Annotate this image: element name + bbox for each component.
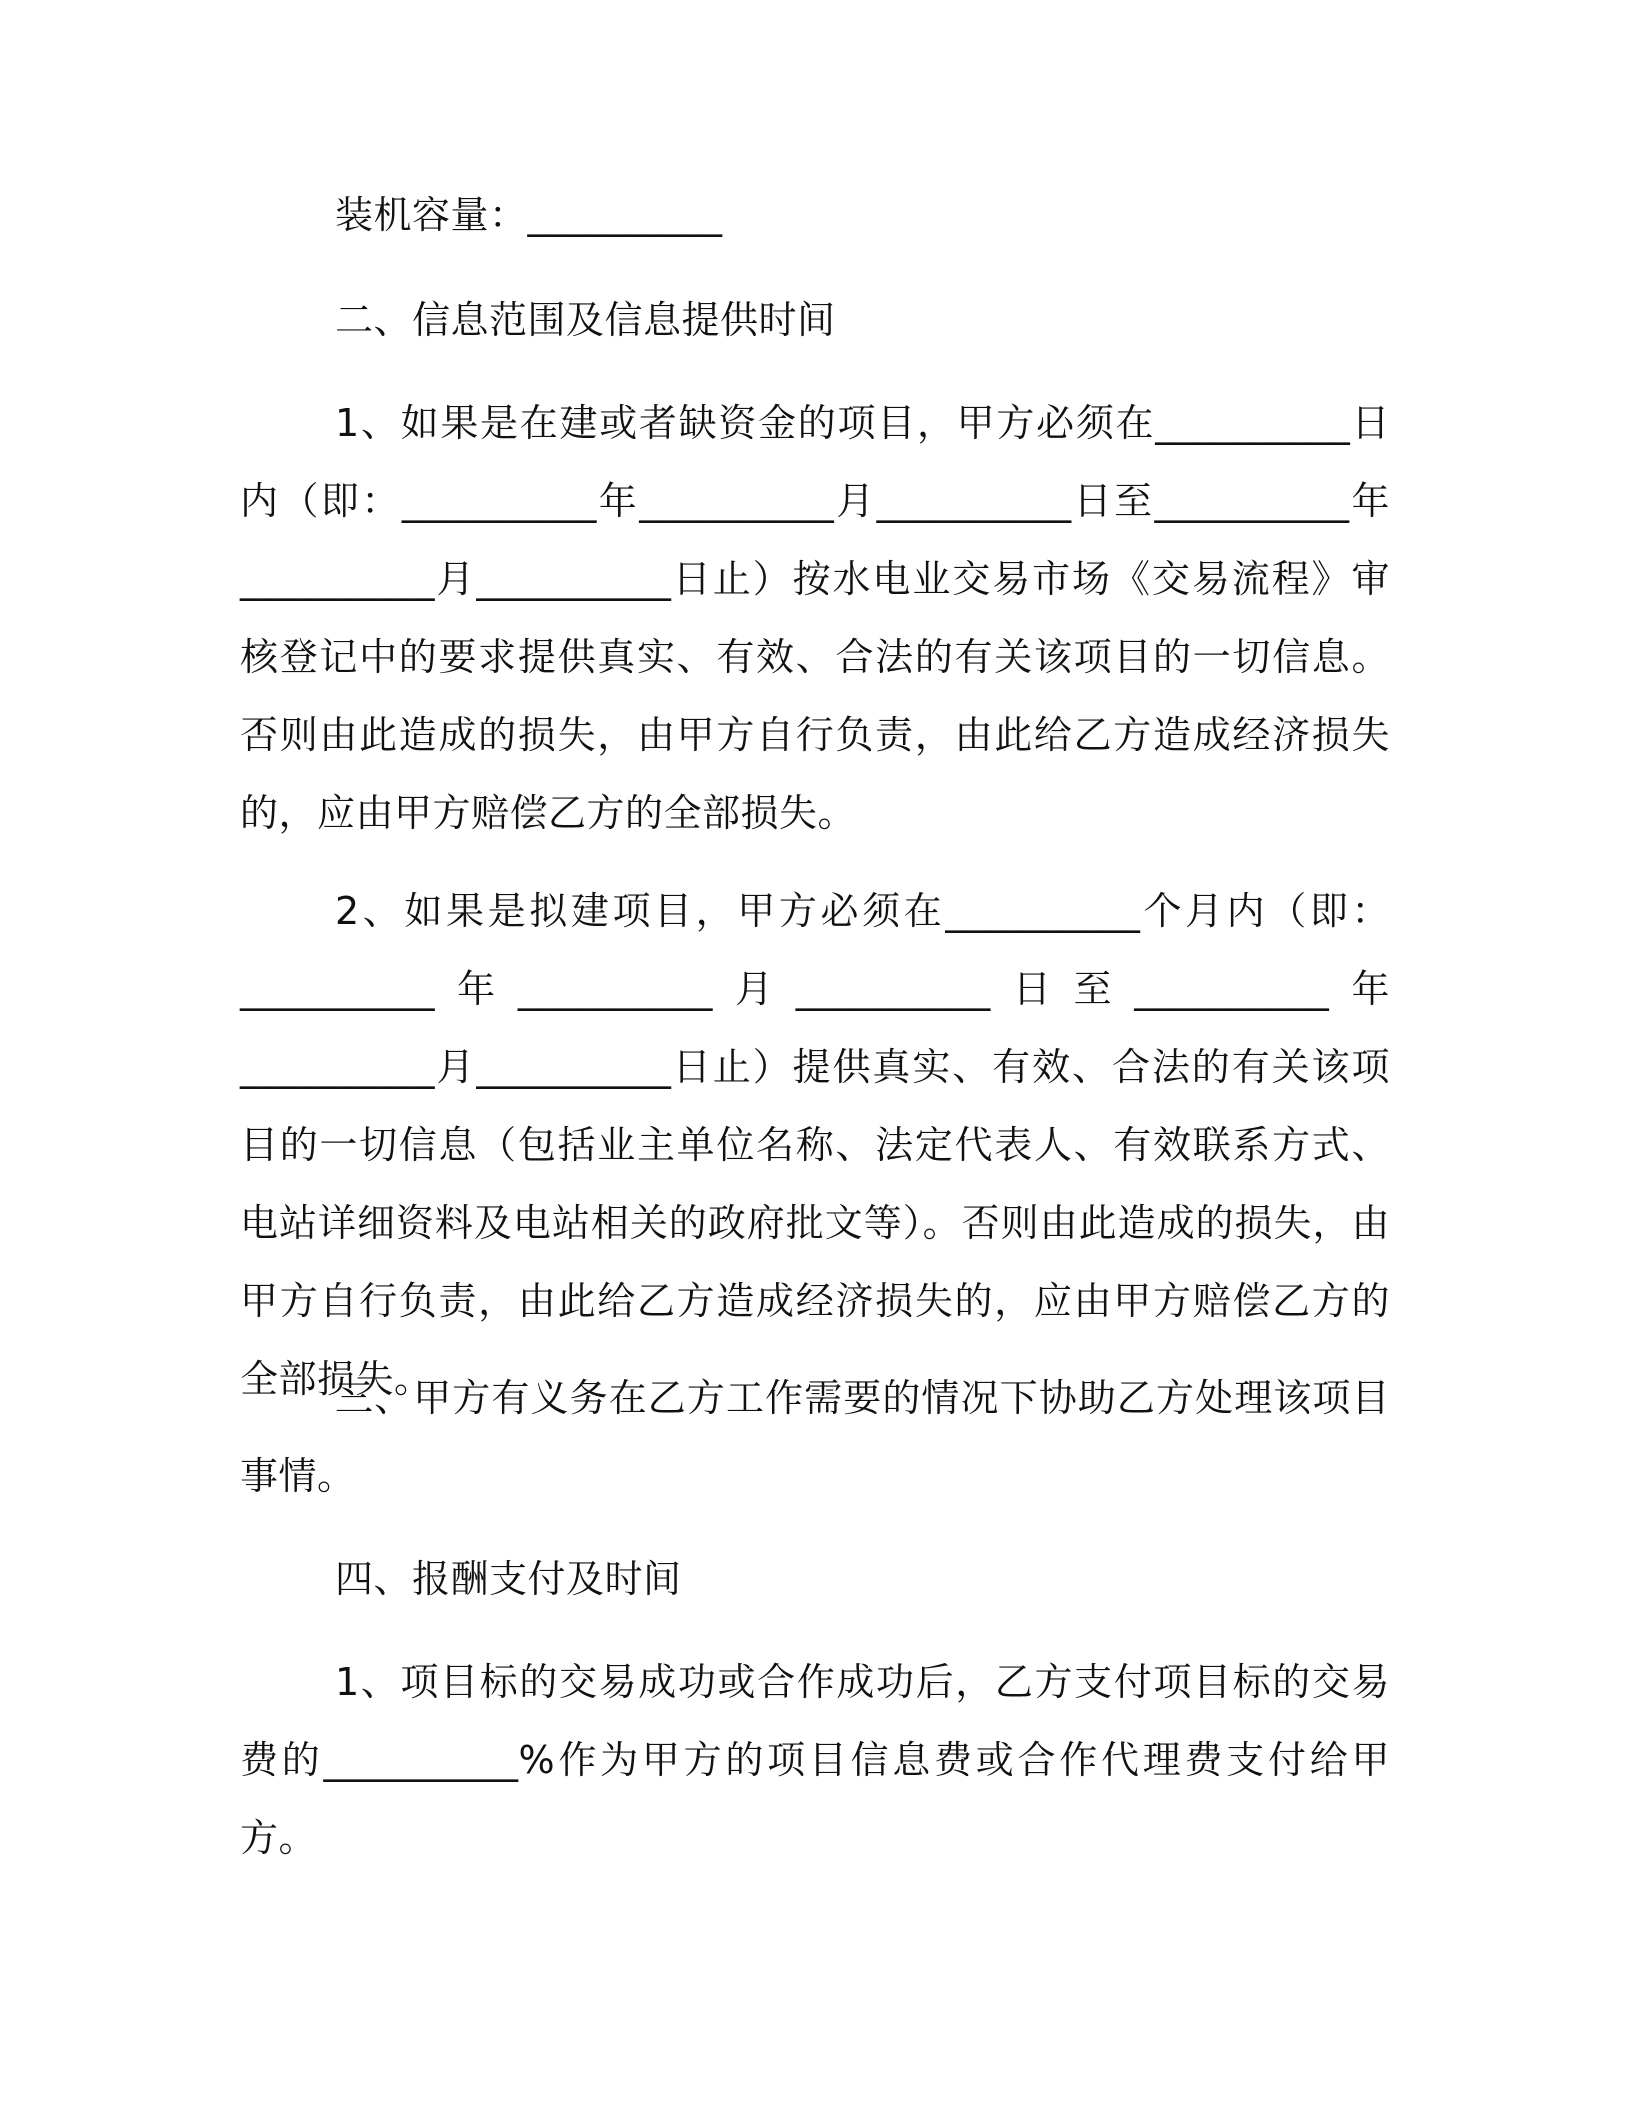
capacity-line: 装机容量：__________: [335, 193, 723, 237]
section-two-heading: 二、信息范围及信息提供时间: [335, 298, 836, 342]
section-three-paragraph: 三、甲方有义务在乙方工作需要的情况下协助乙方处理该项目事情。: [240, 1376, 1390, 1498]
section-four-heading: 四、报酬支付及时间: [335, 1557, 682, 1601]
clause-4-1-paragraph: 1、项目标的交易成功或合作成功后，乙方支付项目标的交易费的__________%作为甲方的项目信息费或合作代理费支付给甲方。: [240, 1660, 1390, 1860]
clause-2-2-paragraph: 2、如果是拟建项目，甲方必须在__________个月内（即：__________年__________月__________日至__________年__________月__________日止）提供真实、有效、合法的有关该项目的一切信息（包括业主单位名称、法定代表人、有效联系方式、电站详细资料及电站相关的政府批文等）。否则由此造成的损失，由甲方自行负责，由此给乙方造成经济损失的，应由甲方赔偿乙方的全部损失。: [240, 889, 1390, 1401]
clause-2-1-paragraph: 1、如果是在建或者缺资金的项目，甲方必须在__________日内（即：__________年__________月__________日至__________年__________月__________日止）按水电业交易市场《交易流程》审核登记中的要求提供真实、有效、合法的有关该项目的一切信息。否则由此造成的损失，由甲方自行负责，由此给乙方造成经济损失的，应由甲方赔偿乙方的全部损失。: [240, 401, 1390, 835]
